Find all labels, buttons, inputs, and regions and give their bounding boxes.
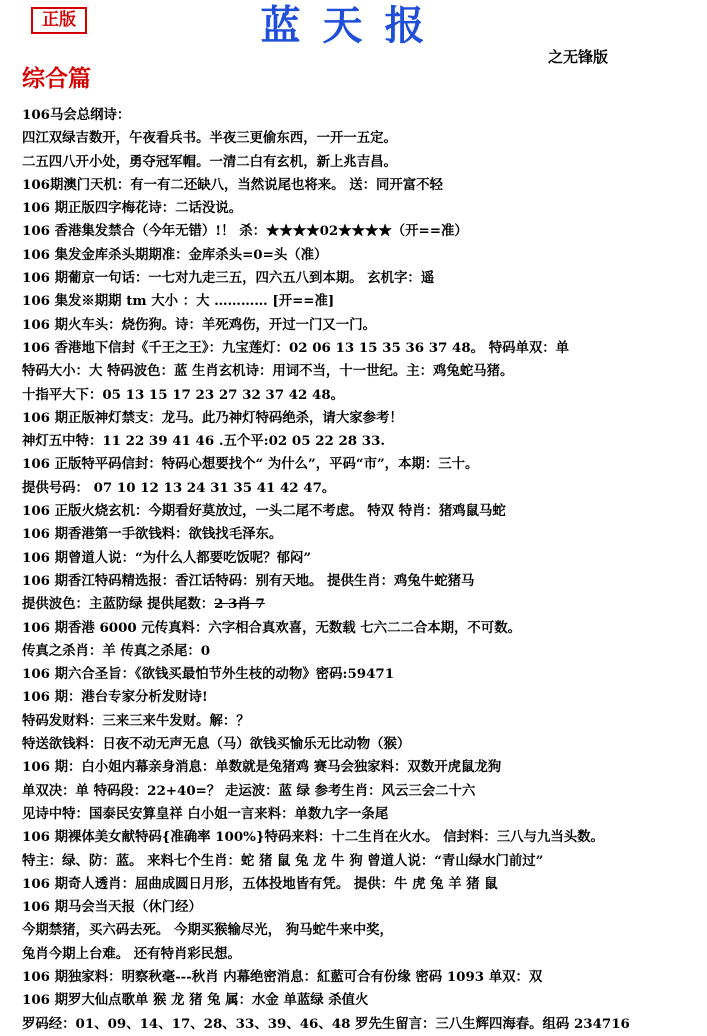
text-line-lead: 提供波色：主蓝防绿 提供尾数： <box>22 596 215 613</box>
text-line: 传真之杀肖：羊 传真之杀尾：0 <box>22 642 211 659</box>
text-line: 106 期火车头：烧伤狗。诗：羊死鸡伤，开过一门又一门。 <box>22 316 376 333</box>
text-line: 神灯五中特：11 22 39 41 46 .五个平:02 05 22 28 33. <box>22 433 386 450</box>
text-line: 106期澳门天机：有一有二还缺八，当然说尾也将来。 送：同开富不轻 <box>22 176 443 193</box>
text-line: 106 期正版神灯禁支：龙马。此乃神灯特码绝杀，请大家参考！ <box>22 409 403 426</box>
text-line: 四江双绿吉数开，午夜看兵书。半夜三更偷东西，一开一五定。 <box>22 130 397 147</box>
article-body <box>22 104 702 1036</box>
text-line: 106 正版火烧玄机：今期看好莫放过，一头二尾不考虑。 特双 特肖：猪鸡鼠马蛇 <box>22 503 506 520</box>
text-line: 提供号码： 07 10 12 13 24 31 35 41 42 47。 <box>22 479 336 496</box>
text-line <box>22 593 702 616</box>
text-line: 见诗中特：国泰民安算皇祥 白小姐一言来料：单数九字一条尾 <box>22 805 389 822</box>
text-line: 106 正版特平码信封：特码心想要找个“ 为什么”，平码“市”，本期：三十。 <box>22 456 479 473</box>
text-line: 二五四八开小处，勇夺冠军帽。一清二白有玄机，新上兆吉昌。 <box>22 153 397 170</box>
text-line: 特主：绿、防：蓝。 来料七个生肖：蛇 猪 鼠 兔 龙 牛 狗 曾道人说：“青山绿水门前过” <box>22 852 544 869</box>
text-line: 兔肖今期上台难。 还有特肖彩民想。 <box>22 945 241 962</box>
text-line: 106 集发金库杀头期期准：金库杀头=0=头（准） <box>22 246 328 263</box>
text-line: 106 期正版四字梅花诗：二话没说。 <box>22 200 243 217</box>
text-line: 106 期罗大仙点歌单 猴 龙 猪 兔 属：水金 单蓝绿 杀值火 <box>22 992 369 1009</box>
text-line: 单双决：单 特码段：22+40=？ 走运波：蓝 绿 参考生肖：风云三会二十六 <box>22 782 476 799</box>
struck-tail-numbers: 2 3肖 7 <box>214 596 265 613</box>
text-line: 106 期奇人透肖：屈曲成圆日月形，五体投地皆有凭。 提供：牛 虎 兔 羊 猪 鼠 <box>22 875 498 892</box>
text-line: 106 期香港 6000 元传真料：六字相合真欢喜，无数载 七六二二合本期，不可数。 <box>22 619 521 636</box>
text-line: 106 期马会当天报（休门经） <box>22 899 202 916</box>
text-line: 106 期裸体美女献特码{准确率 100%}特码来料：十二生肖在火水。 信封料：三八与九当头数。 <box>22 829 604 846</box>
text-line: 106 集发※期期 tm 大小 ：大 ………… [开==准] <box>22 293 335 310</box>
text-line: 106 期：港台专家分析发财诗! <box>22 689 208 706</box>
text-line: 106 期葡京一句话：一七对九走三五，四六五八到本期。 玄机字：遥 <box>22 270 435 287</box>
text-line: 106 期香港第一手欲钱料：欲钱找毛泽东。 <box>22 526 283 543</box>
text-line: 特码发财料：三来三来牛发财。解：？ <box>22 712 250 729</box>
text-line: 特送欲钱料：日夜不动无声无息（马）欲钱买愉乐无比动物（猴） <box>22 736 411 753</box>
section-heading: 综合篇 <box>22 66 91 92</box>
text-line: 106 香港地下信封《千王之王》：九宝莲灯：02 06 13 15 35 36 37 48。 特码单双：单 <box>22 339 570 356</box>
text-line: 十指平大下：05 13 15 17 23 27 32 37 42 48。 <box>22 386 345 403</box>
text-line: 106 期：白小姐内幕亲身消息：单数就是兔猪鸡 赛马会独家料：双数开虎鼠龙狗 <box>22 759 502 776</box>
text-line: 罗码经：01、09、14、17、28、33、39、46、48 罗先生留言：三八生辉四海春。组码 234716 <box>22 1015 630 1032</box>
newspaper-title: 蓝天报 <box>260 2 447 49</box>
edition-label: 之无锋版 <box>548 48 609 66</box>
text-line: 106 期曾道人说：“为什么人都要吃饭呢？郁闷” <box>22 549 312 566</box>
text-line: 特码大小：大 特码波色：蓝 生肖玄机诗：用词不当，十一世纪。主：鸡兔蛇马猪。 <box>22 363 514 380</box>
text-line: 106 期六合圣旨：《欲钱买最怕节外生枝的动物》密码:59471 <box>22 666 395 683</box>
genuine-edition-stamp: 正版 <box>31 7 87 34</box>
text-line: 106 期独家料：明察秋毫---秋肖 内幕绝密消息：紅藍可合有份缘 密码 1093 单双：双 <box>22 968 543 985</box>
text-line: 106 期香江特码精选报：香江话特码：别有天地。 提供生肖：鸡兔牛蛇猪马 <box>22 572 475 589</box>
text-line: 106 香港集发禁合（今年无错）!！ 杀：★★★★02★★★★（开==准） <box>22 223 468 240</box>
text-line: 106马会总纲诗： <box>22 107 131 123</box>
text-line: 今期禁猪，买六码去死。 今期买猴输尽光， 狗马蛇牛来中奖， <box>22 922 393 939</box>
